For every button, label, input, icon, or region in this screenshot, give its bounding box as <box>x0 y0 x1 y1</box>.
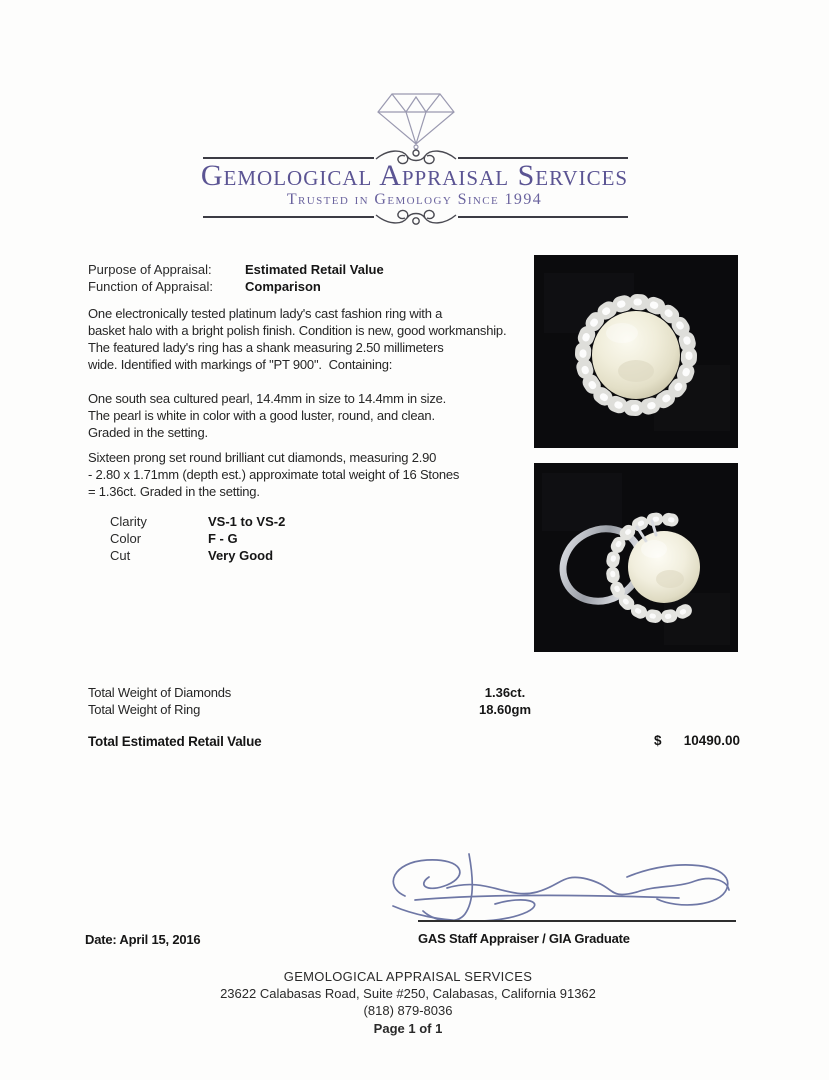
date-text: Date: April 15, 2016 <box>85 932 201 947</box>
purpose-value: Estimated Retail Value <box>245 262 384 277</box>
color-row <box>110 530 285 547</box>
footer-phone: (818) 879-8036 <box>363 1003 453 1018</box>
text-line: The pearl is white in color with a good luster, round, and clean. <box>88 408 435 423</box>
diamond-grades-table <box>110 513 285 564</box>
signature-rule-line <box>418 920 736 922</box>
text-line: One south sea cultured pearl, 14.4mm in size to 14.4mm in size. <box>88 391 447 406</box>
signer-title-text: GAS Staff Appraiser / GIA Graduate <box>418 931 630 946</box>
diamond-logo-icon <box>377 92 455 150</box>
clarity-row <box>110 513 285 530</box>
description-paragraph-pearl <box>88 390 446 441</box>
text-line: basket halo with a bright polish finish. Condition is new, good workmanship. <box>88 323 507 338</box>
company-title: Gemological Appraisal Services <box>200 159 629 192</box>
clarity-label: Clarity <box>110 514 147 529</box>
retail-value-amount <box>654 733 740 748</box>
text-line: wide. Identified with markings of "PT 900". Containing: <box>88 357 393 372</box>
color-value: F - G <box>208 531 238 546</box>
scroll-flourish-icon <box>374 204 458 230</box>
company-tagline: Trusted in Gemology Since 1994 <box>286 191 543 208</box>
currency-symbol: $ <box>654 733 662 748</box>
page-number: Page 1 of 1 <box>373 1021 443 1036</box>
total-diamonds-label: Total Weight of Diamonds <box>88 685 232 700</box>
retail-value-label: Total Estimated Retail Value <box>88 734 262 749</box>
rule-line-left <box>203 216 374 218</box>
ring-photo-top-view <box>534 255 738 448</box>
text-line: - 2.80 x 1.71mm (depth est.) approximate total weight of 16 Stones <box>88 467 460 482</box>
function-value: Comparison <box>245 279 321 294</box>
cut-row <box>110 547 285 564</box>
text-line: One electronically tested platinum lady's cast fashion ring with a <box>88 306 443 321</box>
header-bottom-rule <box>203 205 628 229</box>
purpose-row <box>88 261 384 278</box>
text-line: Graded in the setting. <box>88 425 208 440</box>
description-paragraph-ring <box>88 305 506 373</box>
appraisal-fields <box>88 261 384 295</box>
function-label: Function of Appraisal: <box>88 279 214 294</box>
ring-photo-side-view <box>534 463 738 652</box>
text-line: = 1.36ct. Graded in the setting. <box>88 484 260 499</box>
cut-value: Very Good <box>208 548 274 563</box>
amount: 10490.00 <box>683 733 740 748</box>
total-diamonds-value: 1.36ct. <box>484 685 526 700</box>
total-ring-label: Total Weight of Ring <box>88 702 201 717</box>
appraiser-signature-image <box>375 848 743 928</box>
rule-line-right <box>458 216 629 218</box>
purpose-label: Purpose of Appraisal: <box>88 262 212 277</box>
color-label: Color <box>110 531 142 546</box>
cut-label: Cut <box>110 548 131 563</box>
text-line: Sixteen prong set round brilliant cut diamonds, measuring 2.90 <box>88 450 437 465</box>
footer-company-name: GEMOLOGICAL APPRAISAL SERVICES <box>283 969 533 984</box>
description-paragraph-diamonds <box>88 449 459 500</box>
footer-address: 23622 Calabasas Road, Suite #250, Calabasas, California 91362 <box>220 986 596 1001</box>
text-line: The featured lady's ring has a shank measuring 2.50 millimeters <box>88 340 444 355</box>
function-row <box>88 278 384 295</box>
total-ring-value: 18.60gm <box>478 702 532 717</box>
clarity-value: VS-1 to VS-2 <box>208 514 286 529</box>
